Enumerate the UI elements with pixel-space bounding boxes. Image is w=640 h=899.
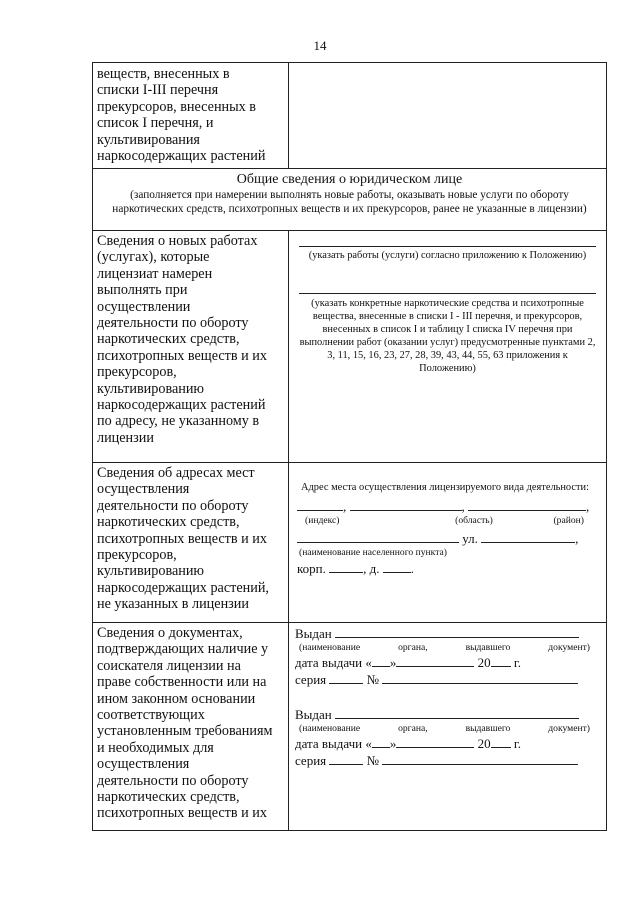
label-line: соответствующих [97,707,205,724]
month-input[interactable] [396,654,474,667]
issued-label: Выдан [295,707,332,722]
substances-input-line[interactable] [299,292,596,294]
table-row [93,463,607,623]
label-line: выполнять при [97,282,188,299]
section-note: (заполняется при намерении выполнять новые работы, оказывать новые услуги по обороту наркотических средств, психотропных веществ и их прекурсоров, ранее не указанные в лицензии) [112,189,587,215]
row-label-cell [93,463,289,623]
label-line: психотропных веществ и их [97,805,267,822]
row-value-cell [289,463,607,623]
number-label: № [366,753,380,768]
caption-word: документ) [548,723,590,734]
label-line: деятельности по обороту [97,772,249,789]
street-label: ул. [462,531,478,546]
label-line: психотропных веществ и их [97,347,267,364]
issue-date-line [295,654,600,671]
label-line: и необходимых для [97,739,214,756]
caption-word: (наименование [299,642,361,653]
label-line: осуществления [97,481,190,498]
month-input[interactable] [396,735,474,748]
issuer-caption [295,723,600,735]
label-line: подтверждающих наличие у [97,641,269,658]
license-form-table [92,62,607,831]
series-input[interactable] [329,752,363,765]
korp-input[interactable] [329,560,363,573]
section-title: Общие сведения о юридическом лице [236,172,463,187]
label-line: списки I-III перечня [97,82,219,99]
caption-word: документ) [548,642,590,653]
label-line: осуществлении [97,298,191,315]
year-suffix: г. [513,655,522,670]
district-input[interactable] [468,498,586,511]
series-label: серия [295,672,327,687]
day-input[interactable] [372,735,390,748]
label-line: список I перечня, и [97,115,214,132]
table-row [93,63,607,169]
year-prefix: 20 [477,655,491,670]
issuer-input[interactable] [335,706,579,719]
works-caption: (указать работы (услуги) согласно приложению к Положению) [308,250,587,261]
dom-label: д. [369,561,380,576]
series-line [295,671,600,688]
caption-word: выдавшего [465,723,511,734]
label-line: Сведения о документах, [97,625,243,641]
table-row [93,231,607,463]
label-line: наркосодержащих растений [97,148,266,165]
issue-date-line [295,735,600,752]
street-input[interactable] [481,530,575,543]
issuer-input[interactable] [335,625,579,638]
label-line: наркотических средств, [97,331,240,348]
label-line: прекурсоров, внесенных в [97,98,257,115]
address-line-2: ул. , [297,530,598,547]
year-input[interactable] [491,654,511,667]
caption-word: органа, [398,723,428,734]
document-block [295,706,600,769]
district-caption: (район) [553,515,584,526]
label-line: психотропных веществ и их [97,530,267,547]
date-label: дата выдачи « [295,736,372,751]
date-quote: » [389,736,397,751]
label-line: праве собственности или на [97,674,267,691]
year-input[interactable] [491,735,511,748]
caption-word: (наименование [299,723,361,734]
index-input[interactable] [297,498,343,511]
series-line [295,752,600,769]
label-line: лицензиат намерен [97,265,213,282]
row-value-cell [289,231,607,463]
section-header-cell [93,169,607,231]
label-line: веществ, внесенных в [97,66,230,82]
label-line: прекурсоров, [97,547,177,564]
number-input[interactable] [382,752,578,765]
region-input[interactable] [350,498,462,511]
year-prefix: 20 [477,736,491,751]
label-line: Сведения об адресах мест [97,465,255,481]
label-line: культивирования [97,131,200,148]
table-row [93,623,607,831]
label-line: лицензии [97,429,154,446]
label-line: прекурсоров, [97,364,177,381]
works-input-line[interactable] [299,245,596,247]
issued-line [295,625,600,642]
document-block [295,625,600,688]
section-header-row [93,169,607,231]
row-value-cell[interactable] [289,63,607,169]
year-suffix: г. [513,736,522,751]
label-line: наркотических средств, [97,789,240,806]
row-label-cell [93,63,289,169]
row-label-cell [93,623,289,831]
caption-word: выдавшего [465,642,511,653]
label-line: деятельности по обороту [97,497,249,514]
series-input[interactable] [329,671,363,684]
label-line: соискателя лицензии на [97,657,241,674]
row-value-cell [289,623,607,831]
label-line: наркосодержащих растений, [97,579,269,596]
number-input[interactable] [382,671,578,684]
number-label: № [366,672,380,687]
label-line: осуществления [97,756,190,773]
address-label: Адрес места осуществления лицензируемого вида деятельности: [301,482,589,493]
label-line: Сведения о новых работах [97,233,258,249]
label-line: (услугах), которые [97,249,210,266]
label-line: культивированию [97,380,205,397]
dom-input[interactable] [383,560,411,573]
locality-caption: (наименование населенного пункта) [299,547,447,558]
page-number: 14 [313,38,327,53]
label-line: культивированию [97,563,205,580]
label-line: наркосодержащих растений [97,397,266,414]
issued-line [295,706,600,723]
label-line: деятельности по обороту [97,315,249,332]
issued-label: Выдан [295,626,332,641]
label-line: наркотических средств, [97,514,240,531]
row-label-cell [93,231,289,463]
label-line: ином законном основании [97,690,256,707]
region-caption: (область) [455,515,493,526]
korp-label: корп. [297,561,326,576]
day-input[interactable] [372,654,390,667]
locality-input[interactable] [297,530,459,543]
label-line: установленным требованиям [97,723,273,740]
date-quote: » [389,655,397,670]
substances-caption: (указать конкретные наркотические средства и психотропные вещества, внесенные в списки I - III перечня, и прекурсоров, внесенных в список I и таблицу I списка IV перечня при выполнении работ (оказании услуг) предусмотренные пунктами 2, 3, 11, 15, 16, 23, 27, 28, 39, 43, 44, 55, 63 приложения к Положению) [299,298,596,374]
address-line-3: корп. , д. . [297,561,414,576]
address-captions-1 [297,515,598,527]
issuer-caption [295,642,600,654]
date-label: дата выдачи « [295,655,372,670]
address-line-1: , , , [297,498,598,514]
label-line: по адресу, не указанному в [97,413,260,430]
caption-word: органа, [398,642,428,653]
series-label: серия [295,753,327,768]
label-line: не указанных в лицензии [97,596,249,613]
index-caption: (индекс) [305,515,340,526]
